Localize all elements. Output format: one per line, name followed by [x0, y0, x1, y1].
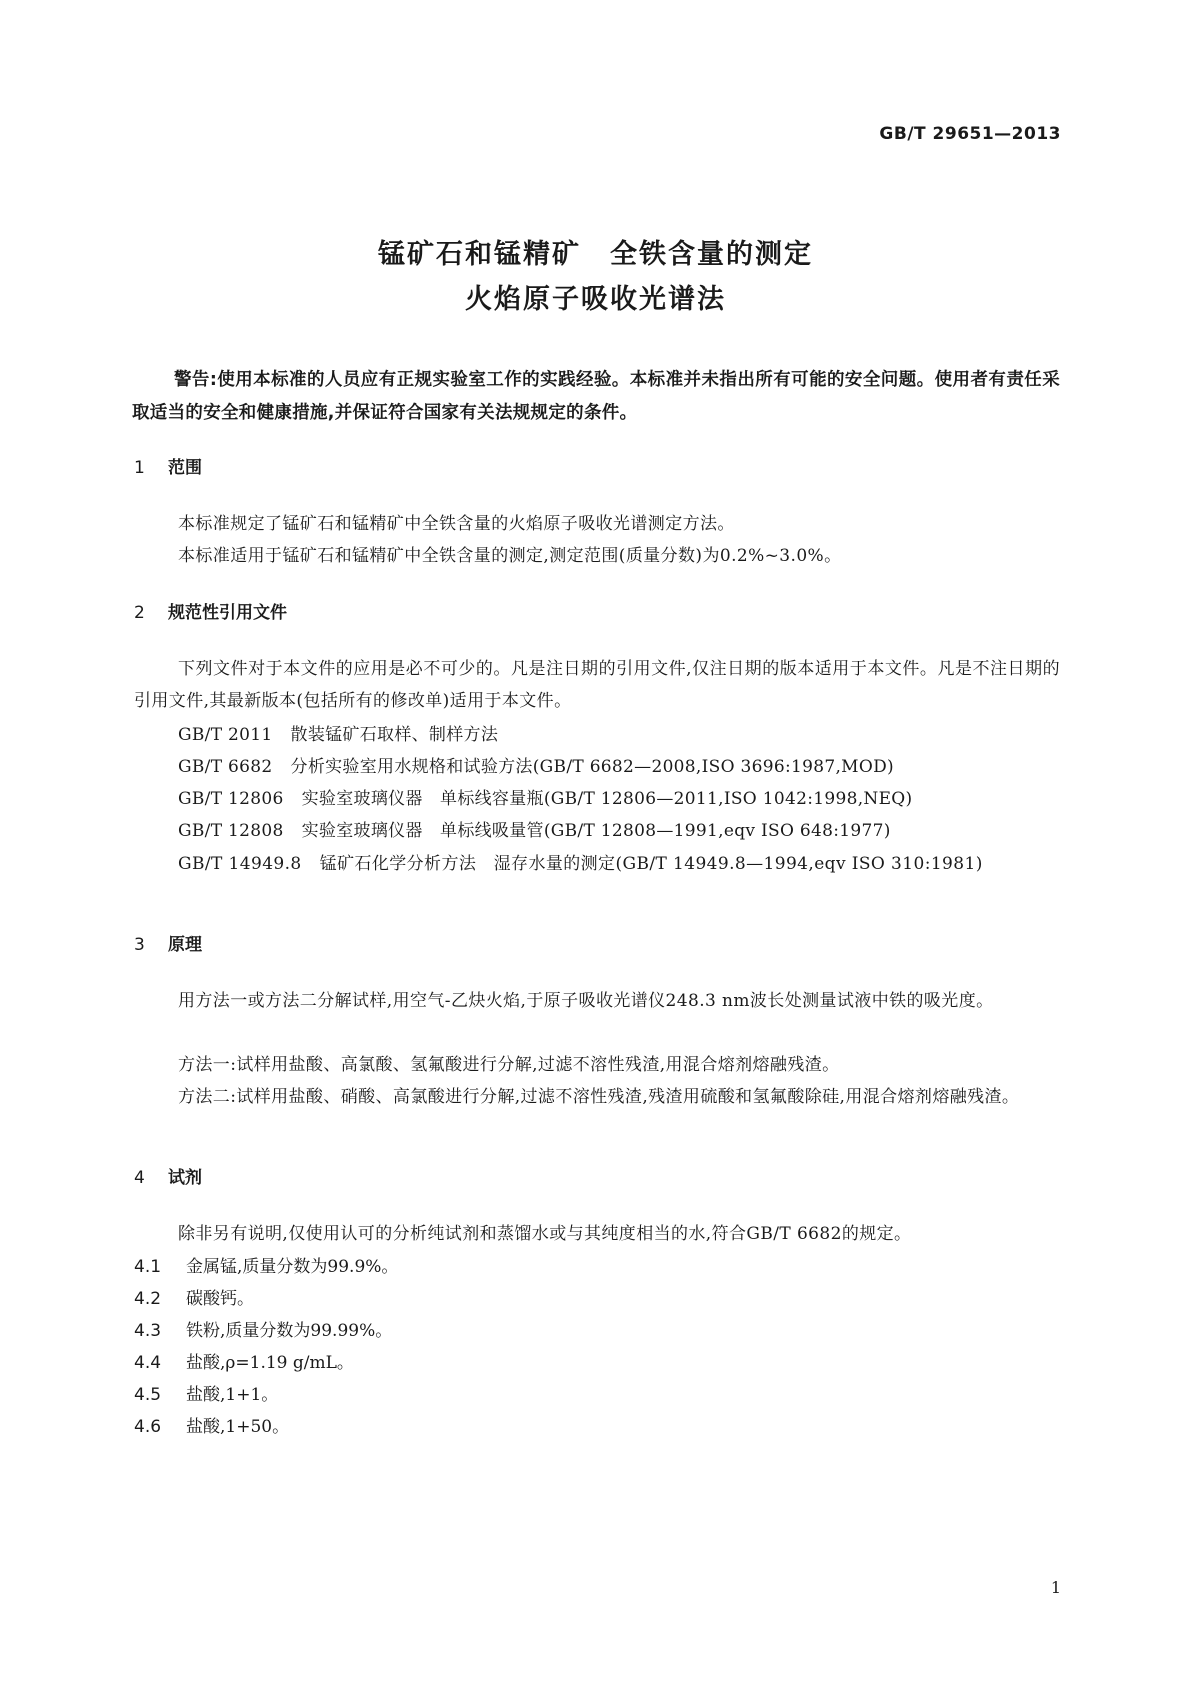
reference-item [134, 848, 1060, 880]
reference-title: 锰矿石化学分析方法 湿存水量的测定(GB/T 14949.8—1994,eqv ISO 310:1981) [319, 854, 983, 874]
section-3-paragraph-1: 用方法一或方法二分解试样,用空气-乙炔火焰,于原子吸收光谱仪248.3 nm波长处测量试液中铁的吸光度。 [178, 991, 994, 1011]
reference-item [178, 752, 894, 777]
section-number: 1 [134, 458, 145, 478]
reagent-number: 4.4 [134, 1353, 162, 1373]
reagent-text: 盐酸,ρ=1.19 g/mL。 [186, 1353, 354, 1373]
reagent-number: 4.5 [134, 1385, 162, 1405]
standard-code: GB/T 29651—2013 [879, 124, 1061, 144]
reagent-text: 盐酸,1+1。 [186, 1385, 279, 1405]
section-3-heading [134, 930, 202, 955]
reference-title: 分析实验室用水规格和试验方法(GB/T 6682—2008,ISO 3696:1987,MOD) [290, 757, 894, 777]
section-number: 2 [134, 603, 145, 623]
reagent-number: 4.2 [134, 1289, 162, 1309]
reagent-text: 铁粉,质量分数为99.99%。 [186, 1321, 393, 1341]
section-1-paragraph-1: 本标准规定了锰矿石和锰精矿中全铁含量的火焰原子吸收光谱测定方法。 [178, 514, 735, 534]
reagent-text: 碳酸钙。 [186, 1289, 254, 1309]
section-number: 3 [134, 935, 145, 955]
reference-code: GB/T 14949.8 [178, 854, 302, 874]
section-title: 原理 [168, 935, 202, 955]
page-number: 1 [1050, 1578, 1061, 1597]
section-4-paragraph-1: 除非另有说明,仅使用认可的分析纯试剂和蒸馏水或与其纯度相当的水,符合GB/T 6682的规定。 [178, 1224, 912, 1244]
section-title: 范围 [168, 458, 202, 478]
reagent-item [134, 1412, 289, 1437]
section-title: 试剂 [168, 1168, 202, 1188]
section-1-paragraph-2: 本标准适用于锰矿石和锰精矿中全铁含量的测定,测定范围(质量分数)为0.2%~3.0%。 [178, 546, 842, 566]
reagent-item [134, 1316, 392, 1341]
reference-code: GB/T 6682 [178, 757, 273, 777]
reagent-text: 金属锰,质量分数为99.9%。 [186, 1257, 399, 1277]
document-title-line2: 火焰原子吸收光谱法 [465, 284, 726, 315]
section-4-heading [134, 1163, 202, 1188]
reference-title: 实验室玻璃仪器 单标线吸量管(GB/T 12808—1991,eqv ISO 648:1977) [301, 821, 891, 841]
reference-code: GB/T 12808 [178, 821, 284, 841]
safety-warning: 警告:使用本标准的人员应有正规实验室工作的实践经验。本标准并未指出所有可能的安全问题。使用者有责任采取适当的安全和健康措施,并保证符合国家有关法规规定的条件。 [132, 370, 1060, 423]
reagent-item [134, 1380, 278, 1405]
reference-item [178, 816, 891, 841]
reference-item [178, 720, 498, 745]
reagent-item [134, 1284, 254, 1309]
section-number: 4 [134, 1168, 145, 1188]
reference-title: 散装锰矿石取样、制样方法 [290, 725, 499, 745]
section-title: 规范性引用文件 [168, 603, 287, 623]
reference-item [178, 784, 912, 809]
reference-code: GB/T 12806 [178, 789, 284, 809]
section-2-heading [134, 598, 287, 623]
reagent-item [134, 1348, 354, 1373]
reagent-number: 4.3 [134, 1321, 162, 1341]
section-3-paragraph-2: 方法一:试样用盐酸、高氯酸、氢氟酸进行分解,过滤不溶性残渣,用混合熔剂熔融残渣。 [178, 1055, 840, 1075]
reagent-number: 4.1 [134, 1257, 162, 1277]
reference-title: 实验室玻璃仪器 单标线容量瓶(GB/T 12806—2011,ISO 1042:1998,NEQ) [301, 789, 913, 809]
section-1-heading [134, 453, 202, 478]
section-3-paragraph-3: 方法二:试样用盐酸、硝酸、高氯酸进行分解,过滤不溶性残渣,残渣用硫酸和氢氟酸除硅,用混合熔剂熔融残渣。 [178, 1087, 1020, 1107]
reagent-item [134, 1252, 398, 1277]
reference-code: GB/T 2011 [178, 725, 273, 745]
document-title-line1: 锰矿石和锰精矿 全铁含量的测定 [378, 239, 813, 270]
reagent-text: 盐酸,1+50。 [186, 1417, 290, 1437]
reagent-number: 4.6 [134, 1417, 162, 1437]
section-2-intro: 下列文件对于本文件的应用是必不可少的。凡是注日期的引用文件,仅注日期的版本适用于本文件。凡是不注日期的引用文件,其最新版本(包括所有的修改单)适用于本文件。 [134, 659, 1060, 711]
